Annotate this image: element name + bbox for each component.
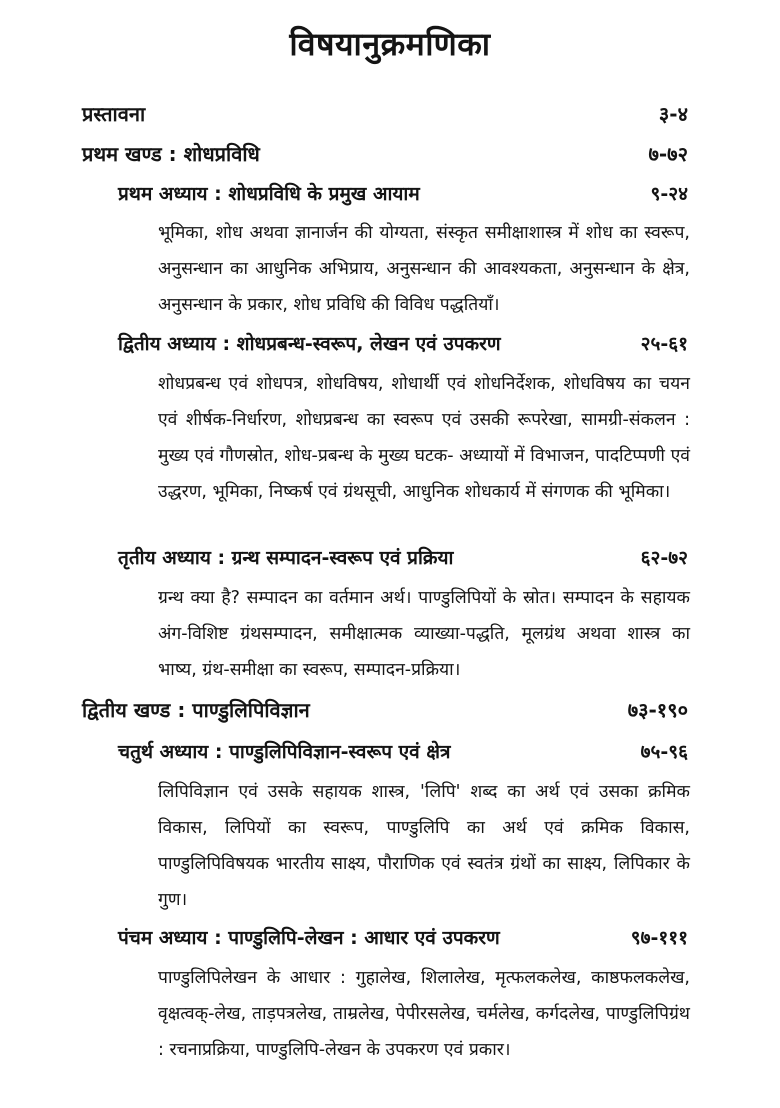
chapter-2-description: शोधप्रबन्ध एवं शोधपत्र, शोधविषय, शोधार्थी एवं शोधनिर्देशक, शोधविषय का चयन एवं शीर्षक-निर्धारण, शोधप्रबन्ध का स्वरूप एवं उसकी रूपरेखा, सामग्री-संकलन : मुख्य एवं गौणस्रोत, शोध-प्रबन्ध के मुख्य घटक- अध्यायों में विभाजन, पादटिप्पणी एवं उद्धरण, भूमिका, निष्कर्ष एवं ग्रंथसूची, आधुनिक शोधकार्य में संगणक की भूमिका। [158, 374, 690, 502]
entry-pages: ३-४ [658, 102, 688, 126]
chapter-pages: ६२-७२ [640, 547, 688, 569]
section-pages: ७-७२ [648, 142, 688, 166]
page-title: विषयानुक्रमणिका [289, 25, 491, 63]
chapter-pages: ७५-९६ [640, 741, 688, 763]
toc-chapter-2[interactable] [118, 330, 688, 356]
chapter-label: प्रथम अध्याय : शोधप्रविधि के प्रमुख आयाम [118, 183, 420, 205]
section-label: प्रथम खण्ड : शोधप्रविधि [82, 142, 260, 166]
entry-label: प्रस्तावना [82, 102, 146, 126]
toc-entry-preface[interactable] [82, 100, 688, 127]
chapter-label: चतुर्थ अध्याय : पाण्डुलिपिविज्ञान-स्वरूप एवं क्षेत्र [118, 741, 451, 763]
toc-chapter-4[interactable] [118, 738, 688, 764]
toc-section-1[interactable] [82, 140, 688, 167]
chapter-1-description: भूमिका, शोध अथवा ज्ञानार्जन की योग्यता, संस्कृत समीक्षाशास्त्र में शोध का स्वरूप, अनुसन्धान का आधुनिक अभिप्राय, अनुसन्धान की आवश्यकता, अनुसन्धान के क्षेत्र, अनुसन्धान के प्रकार, शोध प्रविधि की विविध पद्धतियाँ। [158, 223, 690, 315]
chapter-pages: ९-२४ [650, 183, 688, 205]
chapter-label: तृतीय अध्याय : ग्रन्थ सम्पादन-स्वरूप एवं प्रक्रिया [118, 547, 454, 569]
chapter-label: द्वितीय अध्याय : शोधप्रबन्ध-स्वरूप, लेखन एवं उपकरण [118, 333, 501, 355]
section-pages: ७३-१९० [627, 698, 688, 722]
toc-chapter-5[interactable] [118, 924, 688, 950]
chapter-4-description: लिपिविज्ञान एवं उसके सहायक शास्त्र, 'लिपि' शब्द का अर्थ एवं उसका क्रमिक विकास, लिपियों का स्वरूप, पाण्डुलिपि का अर्थ एवं क्रमिक विकास, पाण्डुलिपिविषयक भारतीय साक्ष्य, पौराणिक एवं स्वतंत्र ग्रंथों का साक्ष्य, लिपिकार के गुण। [158, 782, 690, 910]
toc-chapter-1[interactable] [118, 180, 688, 206]
chapter-pages: २५-६१ [640, 333, 688, 355]
toc-chapter-3[interactable] [118, 544, 688, 570]
section-label: द्वितीय खण्ड : पाण्डुलिपिविज्ञान [82, 698, 310, 722]
chapter-pages: ९७-१११ [630, 927, 688, 949]
toc-section-2[interactable] [82, 696, 688, 723]
chapter-3-description: ग्रन्थ क्या है? सम्पादन का वर्तमान अर्थ। पाण्डुलिपियों के स्रोत। सम्पादन के सहायक अंग-विशिष्ट ग्रंथसम्पादन, समीक्षात्मक व्याख्या-पद्धति, मूलग्रंथ अथवा शास्त्र का भाष्य, ग्रंथ-समीक्षा का स्वरूप, सम्पादन-प्रक्रिया। [158, 588, 690, 680]
chapter-label: पंचम अध्याय : पाण्डुलिपि-लेखन : आधार एवं उपकरण [118, 927, 500, 949]
chapter-5-description: पाण्डुलिपिलेखन के आधार : गुहालेख, शिलालेख, मृत्फलकलेख, काष्ठफलकलेख, वृक्षत्वक्-लेख, ताड़पत्रलेख, ताम्रलेख, पेपीरसलेख, चर्मलेख, कर्गदलेख, पाण्डुलिपिग्रंथ : रचनाप्रक्रिया, पाण्डुलिपि-लेखन के उपकरण एवं प्रकार। [158, 968, 690, 1060]
